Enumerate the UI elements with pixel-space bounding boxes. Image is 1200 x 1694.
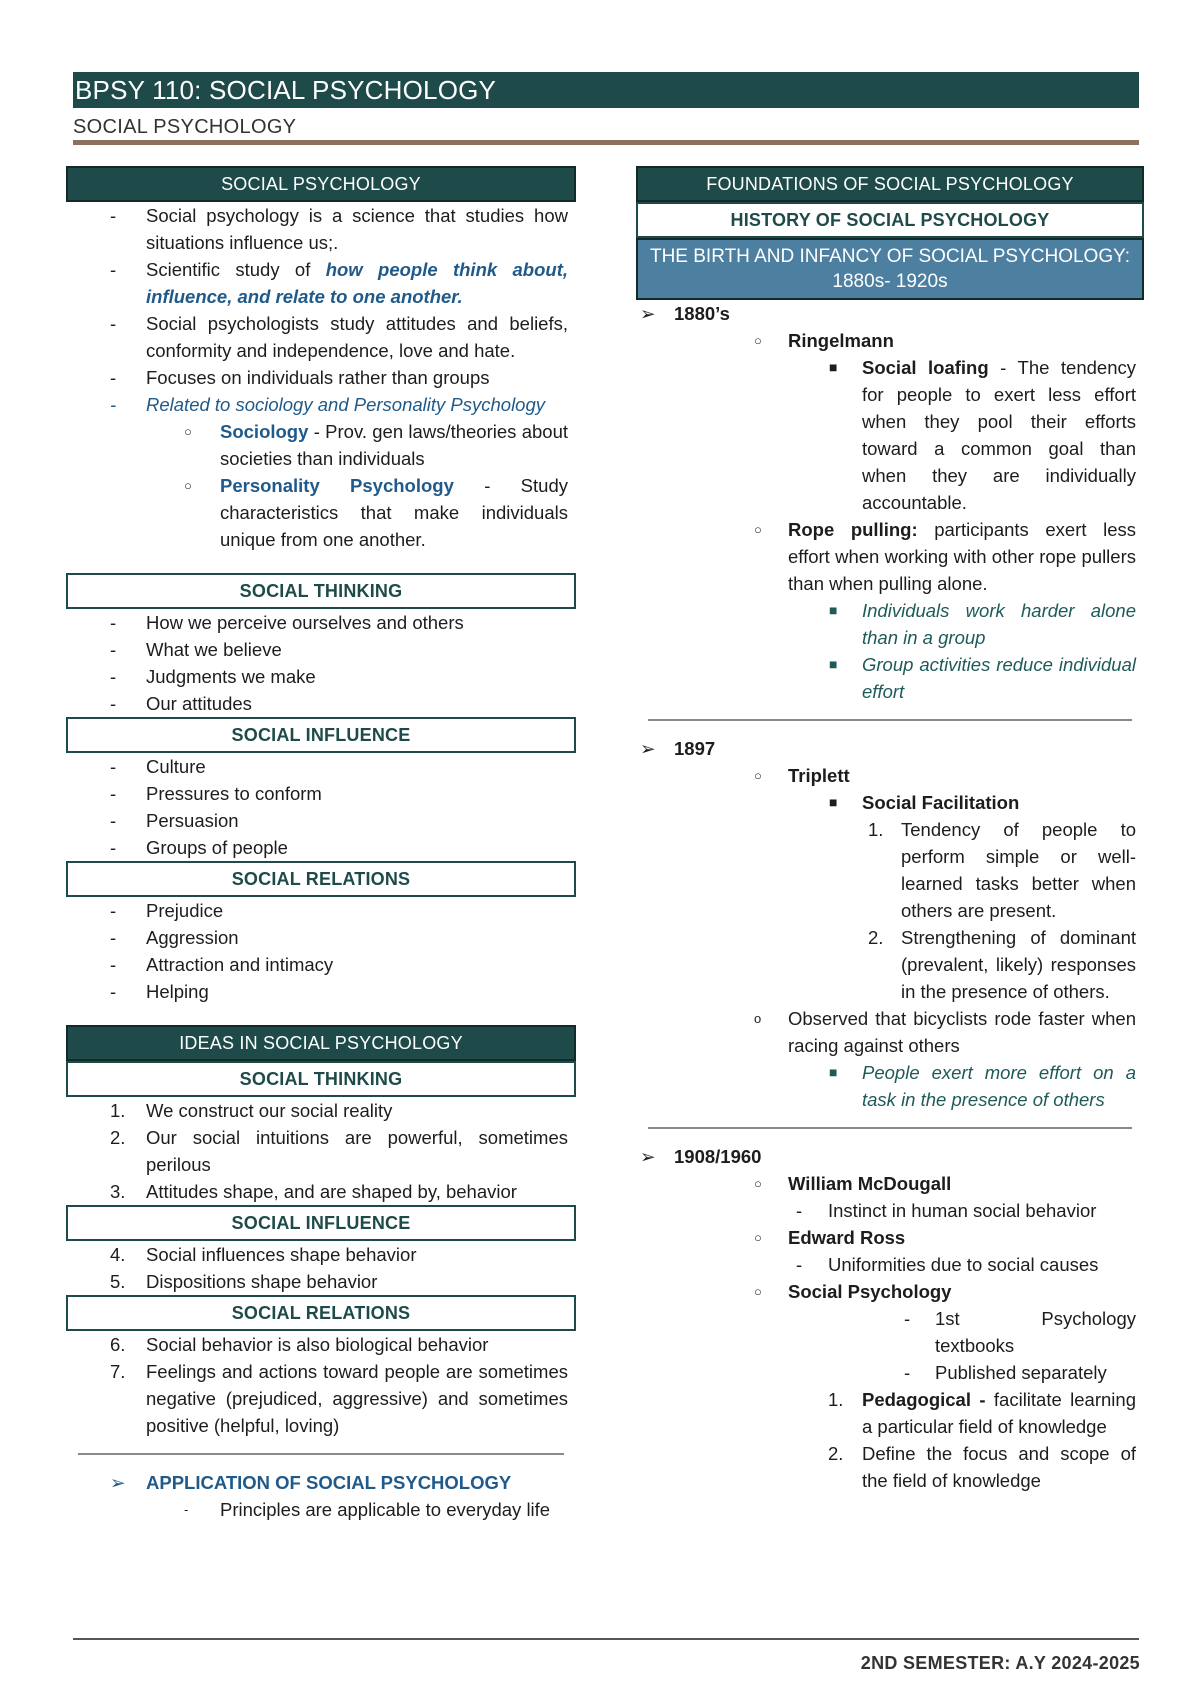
ideas-influence-list [66,1241,576,1295]
numbered-item: 2. Define the focus and scope of the field of knowledge [828,1443,1136,1491]
person-triplett: ○ Triplett [754,765,850,786]
person-mcdougall: ○ William McDougall [754,1173,952,1194]
social-psychology-header: SOCIAL PSYCHOLOGY [66,166,576,202]
section-title: SOCIAL PSYCHOLOGY [73,116,297,138]
ideas-thinking-list [66,1097,576,1205]
concept-item: ■ Social loafing - The tendency for people to exert less effort when they pool their efforts toward a common goal than when they are individually accountable. [829,357,1136,513]
list-subitem: - Published separately [904,1362,1107,1383]
list-subitem: - Principles are applicable to everyday life [184,1499,551,1520]
social-influence-list [66,753,576,861]
footer-semester: 2ND SEMESTER: A.Y 2024-2025 [860,1653,1140,1673]
year-1897: ➢ 1897 [640,738,716,759]
birth-infancy-header: THE BIRTH AND INFANCY OF SOCIAL PSYCHOLOGY: 1880s- 1920s [636,238,1144,300]
list-item: - Social psychology is a science that studies how situations influence us;. [110,205,568,253]
social-thinking-header: SOCIAL THINKING [66,573,576,609]
ideas-relations-list [66,1331,576,1439]
observation-item: o Observed that bicyclists rode faster when racing against others [754,1008,1136,1056]
concept-item: ■ Social Facilitation [829,792,1020,813]
section-divider [78,1453,564,1455]
list-item: 6. Social behavior is also biological behavior [110,1334,489,1355]
list-item: - Focuses on individuals rather than groups [110,367,490,388]
history-header: HISTORY OF SOCIAL PSYCHOLOGY [636,202,1144,238]
section-divider [648,719,1132,721]
list-subitem: ○ Sociology - Prov. gen laws/theories about societies than individuals [184,421,568,469]
concept-item: ○ Rope pulling: participants exert less effort when working with other rope pullers than when pulling alone. [754,519,1136,594]
list-subitem: - Uniformities due to social causes [796,1254,1099,1275]
section-divider [648,1127,1132,1129]
note-item: ■ People exert more effort on a task in the presence of others [829,1062,1136,1110]
list-item: - How we perceive ourselves and others [110,612,464,633]
list-item: - Aggression [110,927,239,948]
right-column [636,166,1144,1494]
list-item: - Attraction and intimacy [110,954,334,975]
list-item: - Pressures to conform [110,783,322,804]
ideas-thinking-header: SOCIAL THINKING [66,1061,576,1097]
list-subitem: ○ Personality Psychology - Study characteristics that make individuals unique from one another. [184,475,568,550]
list-item: - Culture [110,756,206,777]
social-relations-list [66,897,576,1005]
social-influence-header: SOCIAL INFLUENCE [66,717,576,753]
list-subitem: - 1st Psychology textbooks [904,1308,1136,1356]
list-item: - Persuasion [110,810,239,831]
social-relations-header: SOCIAL RELATIONS [66,861,576,897]
header-divider [73,140,1139,145]
note-item: ■ Group activities reduce individual effort [829,654,1136,702]
ideas-header: IDEAS IN SOCIAL PSYCHOLOGY [66,1025,576,1061]
list-item: - Groups of people [110,837,288,858]
numbered-item: 1. Tendency of people to perform simple or well-learned tasks better when others are present. [868,819,1136,921]
topic-social-psychology: ○ Social Psychology [754,1281,952,1302]
list-item: - Helping [110,981,209,1002]
year-1908-1960: ➢ 1908/1960 [640,1146,762,1167]
course-title-bar: BPSY 110: SOCIAL PSYCHOLOGY [73,72,1139,108]
list-item: - Scientific study of how people think about, influence, and relate to one another. [110,259,568,307]
person-ross: ○ Edward Ross [754,1227,906,1248]
list-item: - What we believe [110,639,282,660]
application-title: ➢ APPLICATION OF SOCIAL PSYCHOLOGY [110,1472,512,1493]
list-item: - Prejudice [110,900,224,921]
left-column [66,166,576,1523]
foundations-header: FOUNDATIONS OF SOCIAL PSYCHOLOGY [636,166,1144,202]
person-ringelmann: ○ Ringelmann [754,330,894,351]
list-item: 3. Attitudes shape, and are shaped by, behavior [110,1181,517,1202]
list-item: - Judgments we make [110,666,316,687]
footer-divider [73,1638,1139,1640]
list-item: - Our attitudes [110,693,252,714]
list-subitem: - Instinct in human social behavior [796,1200,1097,1221]
application-list [66,1469,576,1523]
list-item: - Related to sociology and Personality Psychology [110,394,546,415]
year-1880s: ➢ 1880’s [640,303,730,324]
social-psychology-list [66,202,576,553]
list-item: 7. Feelings and actions toward people are sometimes negative (prejudiced, aggressive) and sometimes positive (helpful, loving) [110,1361,568,1436]
numbered-item: 2. Strengthening of dominant (prevalent, likely) responses in the presence of others. [868,927,1136,1002]
social-thinking-list [66,609,576,717]
list-item: 4. Social influences shape behavior [110,1244,417,1265]
ideas-influence-header: SOCIAL INFLUENCE [66,1205,576,1241]
note-item: ■ Individuals work harder alone than in a group [829,600,1136,648]
ideas-relations-header: SOCIAL RELATIONS [66,1295,576,1331]
list-item: 1. We construct our social reality [110,1100,393,1121]
list-item: 2. Our social intuitions are powerful, sometimes perilous [110,1127,568,1175]
numbered-item: 1. Pedagogical - facilitate learning a particular field of knowledge [828,1389,1136,1437]
list-item: - Social psychologists study attitudes and beliefs, conformity and independence, love and hate. [110,313,568,361]
list-item: 5. Dispositions shape behavior [110,1271,378,1292]
